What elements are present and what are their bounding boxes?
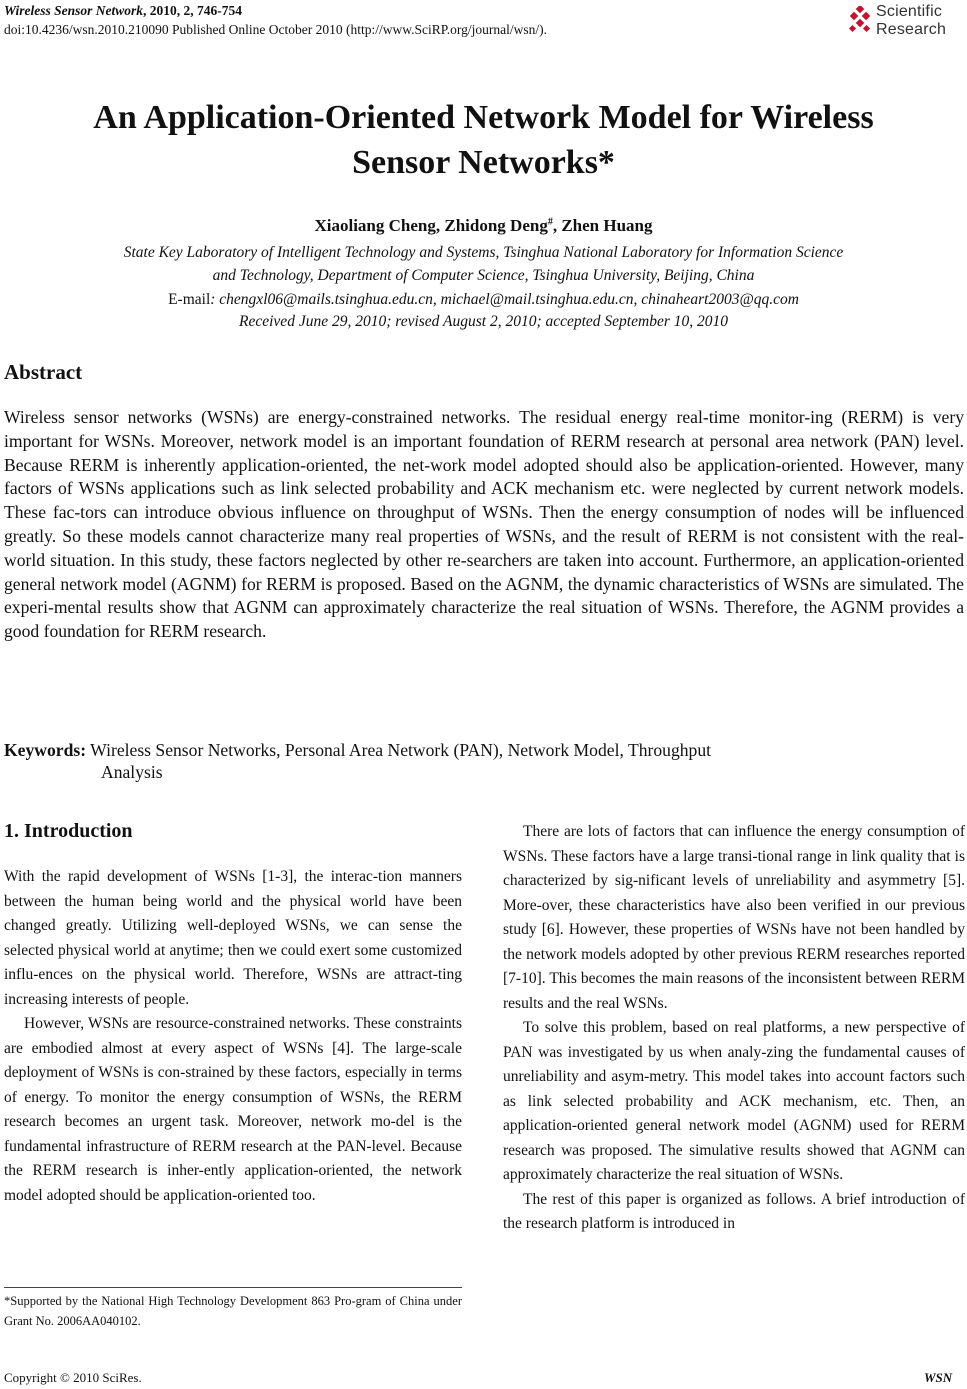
left-column [4,865,462,1208]
keywords-line-1: Wireless Sensor Networks, Personal Area Network (PAN), Network Model, Throughput [86,740,712,760]
paragraph: However, WSNs are resource-constrained networks. These constraints are embodied almost at every aspect of WSNs [4]. The large-scale deployment of WSNs is con-strained by these factors, especially in terms of energy. To monitor the energy consumption of WSNs, the RERM research becomes an urgent task. Moreover, network mo-del is the fundamental infrastructure of RERM research at the PAN-level. Because the RERM research is inher-ently application-oriented, the network model adopted should be application-oriented too. [4,1015,462,1204]
journal-name: Wireless Sensor Network [4,3,144,18]
logo-text-line2: Research [876,21,947,38]
author-names-a: Xiaoliang Cheng, Zhidong Deng [314,216,548,235]
copyright: Copyright © 2010 SciRes. [4,1370,142,1385]
paper-title [0,95,967,185]
email-addresses: : chengxl06@mails.tsinghua.edu.cn, michael@mail.tsinghua.edu.cn, chinaheart2003@qq.com [210,291,799,308]
keywords-label: Keywords: [4,740,87,760]
title-line-2: Sensor Networks* [352,144,615,181]
title-line-1: An Application-Oriented Network Model for Wireless [93,99,874,136]
logo-text-line1: Scientific [876,3,943,20]
keywords [4,738,904,762]
volume-pages: , 2010, 2, 746-754 [143,3,243,18]
doi-line: doi:10.4236/wsn.2010.210090 Published Online October 2010 (http://www.SciRP.org/journal/wsn/). [4,22,547,37]
received-dates: Received June 29, 2010; revised August 2, 2010; accepted September 10, 2010 [239,313,728,330]
authors [0,216,967,236]
abstract-heading: Abstract [4,360,83,384]
paragraph: To solve this problem, based on real platforms, a new perspective of PAN was investigated by us when analy-zing the fundamental causes of unreliability and asym-metry. This model takes into account factors such as link selected probability and ACK mechanism, etc. Then, an application-oriented general network model (AGNM) used for RERM research was proposed. The simulative results showed that AGNM can approximately characterize the real situation of WSNs. [503,1019,965,1183]
abstract-body: Wireless sensor networks (WSNs) are energy-constrained networks. The residual energy real-time monitor-ing (RERM) is very important for WSNs. Moreover, network model is an important foundation of RERM research at personal area network (PAN) level. Because RERM is inherently application-oriented, the net-work model adopted should also be application-oriented. However, many factors of WSNs applications such as link selected probability and ACK mechanism etc. were neglected by current network models. These fac-tors can introduce obvious influence on throughput of WSNs. Then the energy consumption of nodes will be influenced greatly. So these models cannot characterize many real properties of WSNs, and the result of RERM is not consistent with the real-world situation. In this study, these factors neglected by other re-searchers are taken into account. Furthermore, an application-oriented general network model (AGNM) for RERM is proposed. Based on the AGNM, the dynamic characteristics of WSNs are simulated. The experi-mental results show that AGNM can approximately characterize the real situation of WSNs. Therefore, the AGNM provides a good foundation for RERM research. [4,407,964,642]
email-line [0,290,967,310]
footnote-divider [4,1287,462,1288]
publisher-logo [848,2,964,42]
footnote: *Supported by the National High Technology Development 863 Pro-gram of China under Grant No. 2006AA040102. [4,1294,462,1328]
keywords-line-2: Analysis [101,762,163,782]
corresponding-mark: # [547,216,553,228]
email-label: E-mail [168,291,211,308]
paragraph: There are lots of factors that can influence the energy consumption of WSNs. These factors have a large transi-tional range in link quality that is characterized by sig-nificant levels of unreliability and asymmetry [5]. More-over, these characteristics have also been verified in our previous study [6]. However, these properties of WSNs have not been handled by the network models adopted by other previous RERM researches reported [7-10]. This becomes the main reasons of the inconsistent between RERM results and the real WSNs. [503,823,965,1012]
paragraph: The rest of this paper is organized as follows. A brief introduction of the research platform is introduced in [503,1190,965,1232]
paragraph: With the rapid development of WSNs [1-3], the interac-tion manners between the human being world and the physical world have been changed greatly. Utilizing well-deployed WSNs, we can sense the selected physical world at anytime; then we could exert some customized influ-ences on the physical world. Therefore, WSNs are attract-ting increasing interests of people. [4,868,462,1008]
section-heading-introduction: 1. Introduction [4,820,133,842]
author-names-b: , Zhen Huang [552,216,653,235]
publisher-logo-icon [848,6,874,34]
affiliation-line-2: and Technology, Department of Computer Science, Tsinghua University, Beijing, China [212,267,755,284]
journal-citation [4,3,242,19]
journal-abbreviation: WSN [924,1370,953,1385]
affiliation-line-1: State Key Laboratory of Intelligent Technology and Systems, Tsinghua National Laboratory for Information Science [123,244,844,261]
right-column [503,820,965,1237]
